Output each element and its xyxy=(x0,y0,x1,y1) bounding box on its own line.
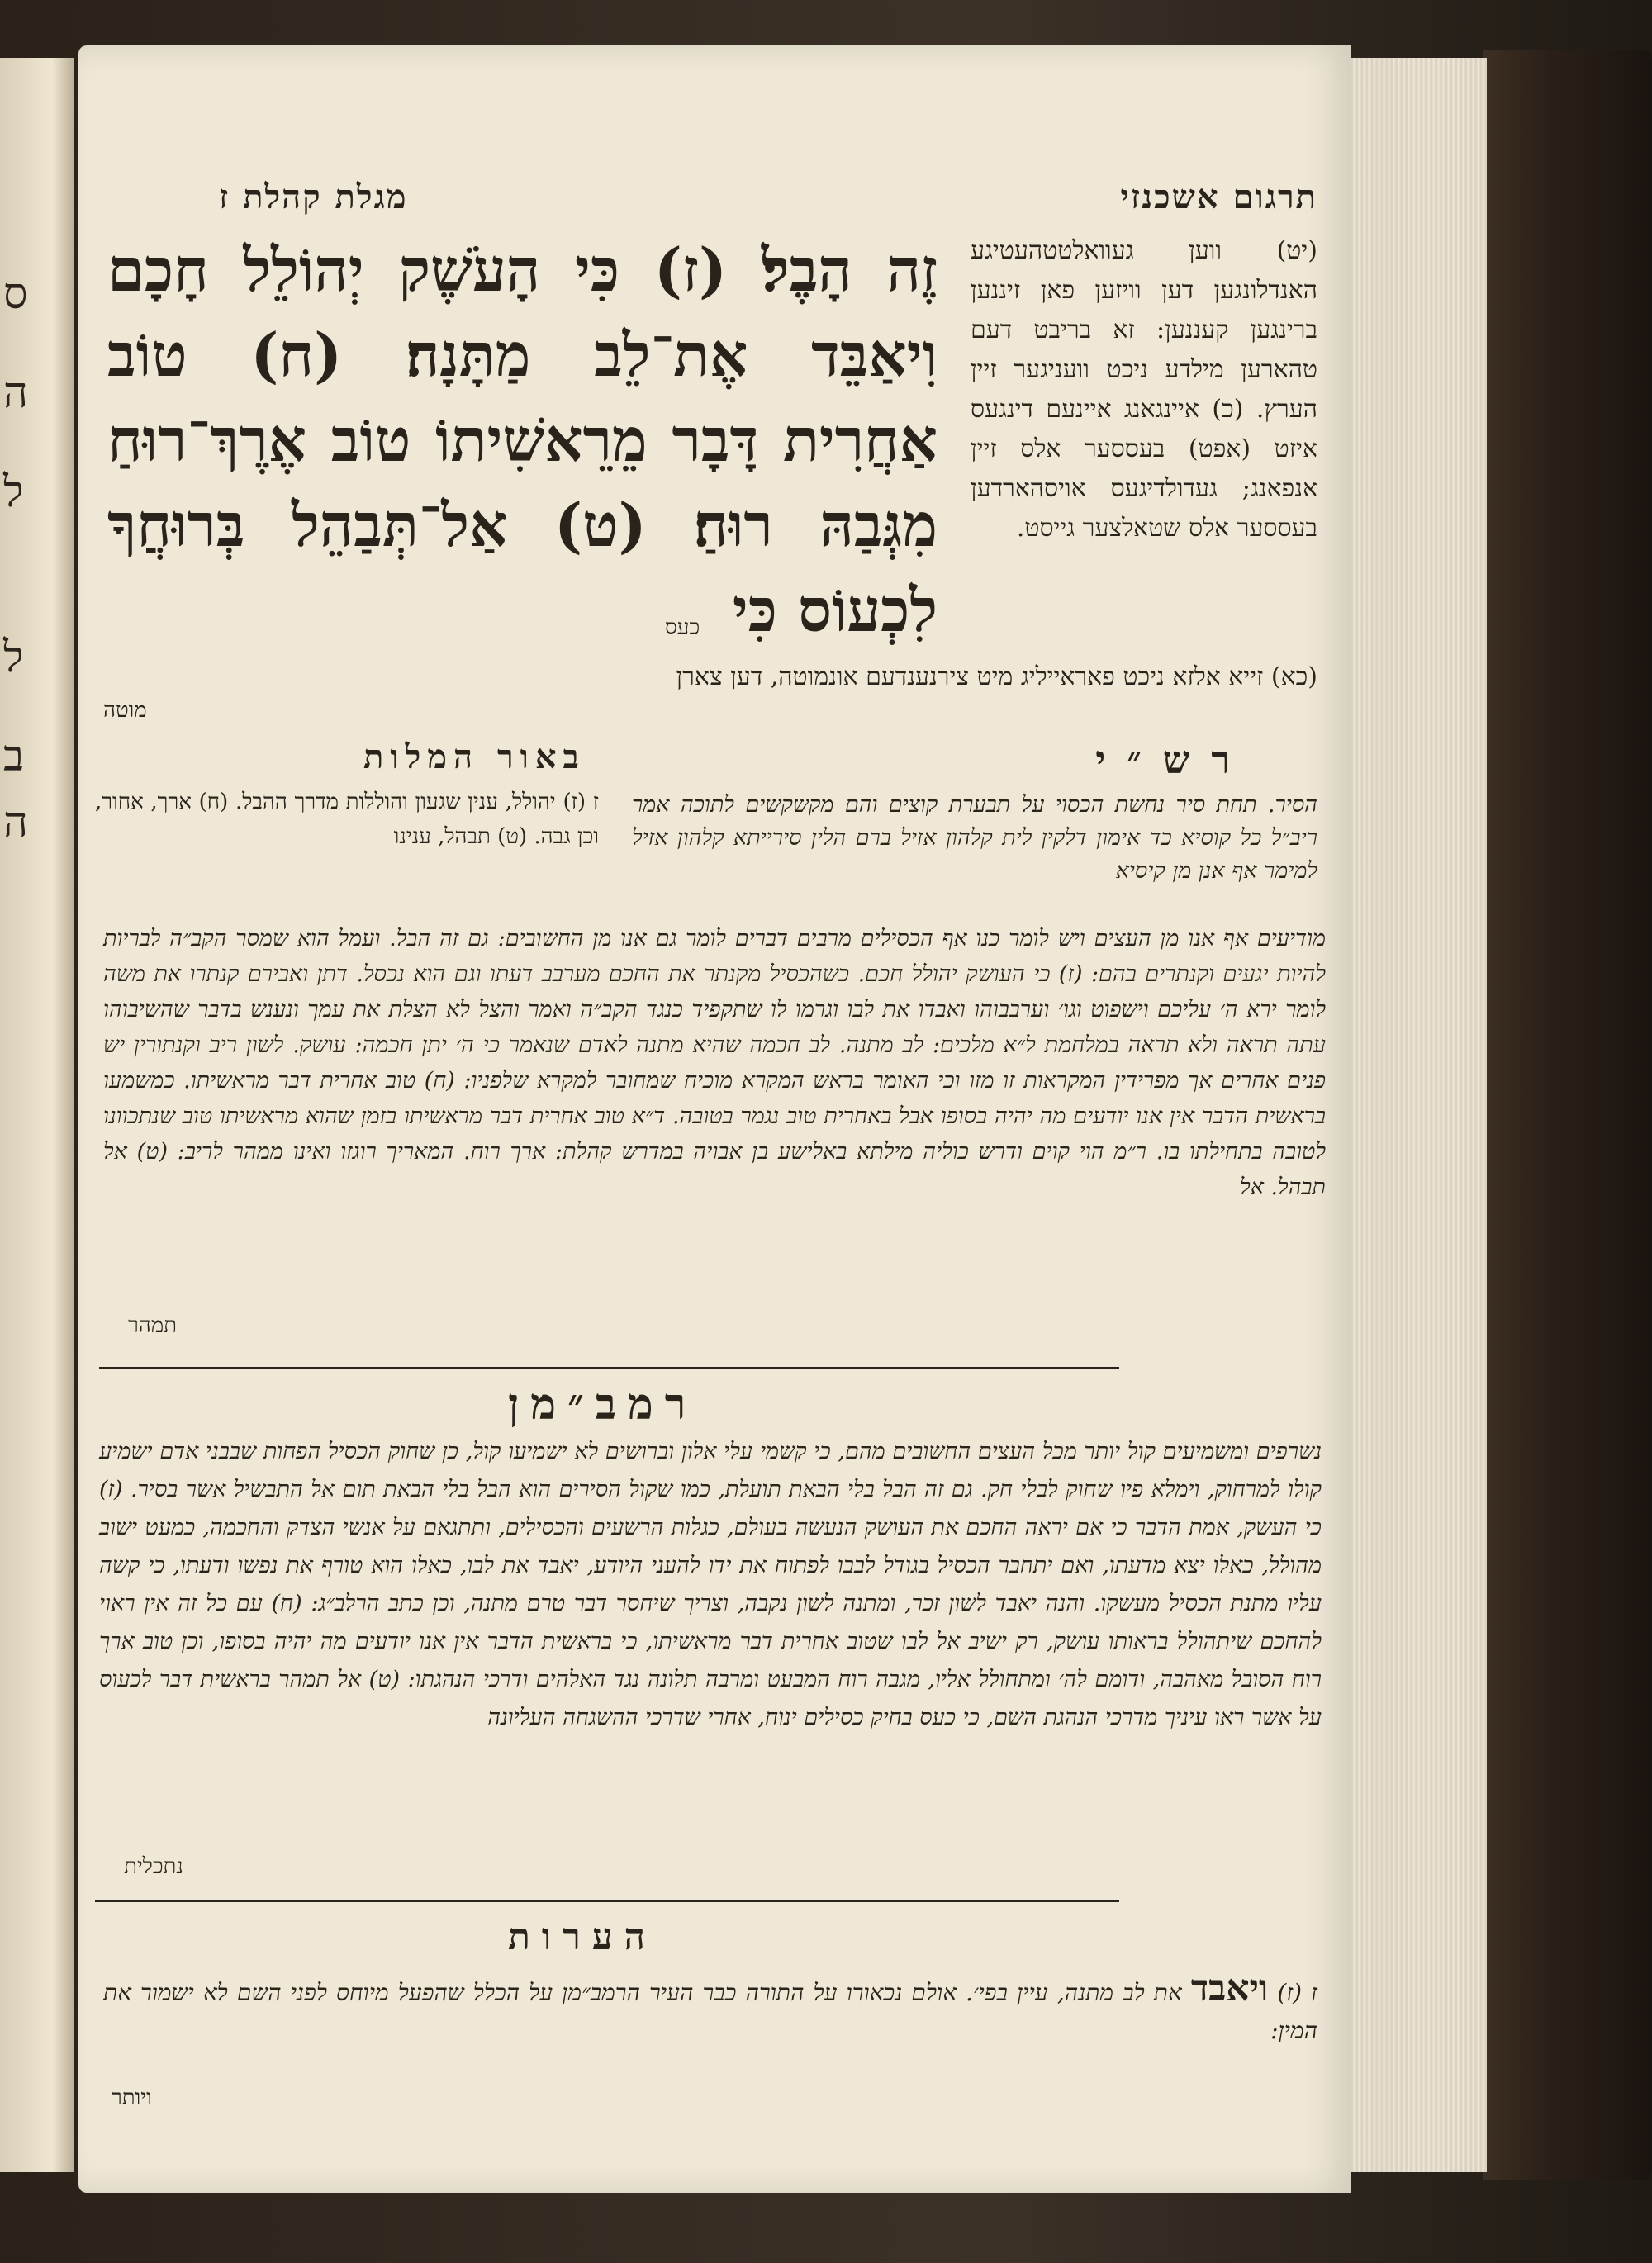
biur-heading: באור המלות xyxy=(363,738,586,776)
bible-catchword: כעס xyxy=(665,615,700,640)
running-head-right: תרגום אשכנזי xyxy=(1120,178,1317,216)
left-page-fragment: ל xyxy=(3,633,24,682)
notes-body: את לב מתנה, עיין בפי׳. אולם נכאורו על התורה כבר העיר הרמב״מן על הכלל שהפעל מיוחס לפני השם לא ישמור את המין: xyxy=(103,1979,1317,2044)
rashi-heading: רש״י xyxy=(1095,738,1251,782)
page-stack-edges xyxy=(1330,58,1487,2172)
left-page-fragment: ה xyxy=(3,798,28,847)
targum-catchword: מוטה xyxy=(103,698,147,723)
left-page-fragment: ס xyxy=(3,269,28,319)
biur-text: ז (ז) יהולל, ענין שגעון והוללות מדרך ההבל. (ח) ארך, אחור, וכן גבה. (ט) תבהל, ענינו xyxy=(95,790,599,849)
left-page-fragment: ל xyxy=(3,467,24,517)
rashi-text: מודיעים אף אנו מן העצים ויש לומר כנו אף הכסילים מרבים דברים לומר גם אנו מן החשובים: גם זה הבל. ועמל הוא שמסר הקב״ה לבריות להיות יגעים וקנתרים בהם: (ז) כי העושק יהולל חכם. כשהכסיל מקנתר את החכם מערבב דעתו וגם הוא נכסל. דתן ואבירם קנתרו את משה לומר ירא ה׳ עליכם וישפוט וגו׳ וערבבוהו ואבדו את לבו וגרמו לו שתקפיד כנגד הקב״ה ואמר והצל לא הצלת את עמך ונענש בדבר שהשיבוהו עתה תראה ולא תראה במלחמת ל״א מלכים: לב מתנה. לב חכמה שהיא מתנה לאדם שנאמר כי ה׳ יתן חכמה: עושק. לשון ריב וקנתורין יש פנים אחרים אך מפרידין המקראות זו מזו וכי האומר בראש המקרא מוכיח שמחובר למקרא שלפניו: (ח) טוב אחרית דבר מראשיתו. כמשמעו בראשית הדבר אין אנו יודעים מה יהיה בסופו אבל באחרית טוב נגמר בטובה. ד״א טוב אחרית דבר מראשיתו בזמן שהוא מראשיתו טוב שנתכוונו לטובה בתחילתו בו. ר״מ הוי קוים ודרש כוליה מילתא באלישע בן אבויה במדרש קהלת: ארך רוח. המאריך רוגזו ואינו ממהר לריב: (ט) אל תבהל. אל xyxy=(103,926,1326,1200)
left-page-edge xyxy=(0,58,74,2172)
section-divider xyxy=(95,1900,1119,1902)
notes-catchword: ויותר xyxy=(112,2085,152,2110)
notes-text xyxy=(103,1967,1317,2050)
left-page-fragment: ה xyxy=(3,368,28,418)
left-page-fragment: ב xyxy=(3,732,25,781)
ramban-text: נשרפים ומשמיעים קול יותר מכל העצים החשובים מהם, כי קשמי עלי אלון וברושים לא ישמיעו קול, כן שחוק הכסיל הפחות שבבני אדם ישמיע קולו למרחוק, וימלא פיו שחוק לבלי חק. גם זה הבל בלי הבאת תועלת, כמו שקול הסירים הוא הבל בלי הבאת תום אל התבשיל אשר בסיר. (ז) כי העשק, אמת הדבר כי אם יראה החכם את העושק הנעשה בעולם, כגלות הרשעים והכסילים, ותתגאם על אנשי הצדק והחכמה, כמעט ישוב מהולל, כאלו יצא מדעתו, ואם יתחבר הכסיל בגודל לבבו לפתוח את ידו להעני היודע, יאבד את לבו, כאלו הוא טורף את נפשו ודעתו, כי קשה עליו מתנת הכסיל מעשקו. והנה יאבד לשון זכר, ומתנה לשון נקבה, וצריך שיחסר דבר טרם מתנה, וכן כתב הרלב״ג: (ח) עם כל זה אין ראוי להחכם שיתהולל בראותו עושק, רק ישיב אל לבו שטוב אחרית דבר מראשיתו, כי בראשית הדבר אין אנו יודעים מה יהיה בסופו, וכן טוב ארך רוח הסובל מאהבה, ודומם לה׳ ומתחולל אליו, מגבה רוח המבעט ומרבה תלונה נגד האלהים ודרכי הנהגתו: (ט) אל תמהר בראשית דבר לכעוס על אשר ראו עיניך מדרכי הנהגת השם, כי כעס בחיק כסילים ינוח, אחרי שדרכי ההשגחה העליונה xyxy=(99,1439,1322,1730)
bible-text: זֶה הָבֶל׃ (ז) כִּי הָעֹשֶׁק יְהוֹלֵל חָכָם וִיאַבֵּד אֶת־לֵב מַתָּנָה׃ (ח) טוֹב אַחֲרִית דָּבָר מֵרֵאשִׁיתוֹ טוֹב אֶרֶךְ־רוּחַ מִגְּבַהּ רוּחַ׃ (ט) אַל־תְּבַהֵל בְּרוּחֲךָ לִכְעוֹס כִּי xyxy=(107,235,938,645)
targum-continuation: (כא) זייא אלזא ניכט פאראייליג מיט צירנענדעם אונמוטה, דען צארן xyxy=(676,662,1317,691)
section-divider xyxy=(99,1367,1119,1369)
notes-verse-ref: ז (ז) xyxy=(1277,1979,1317,2006)
ramban-catchword: נתכלית xyxy=(124,1854,183,1879)
book-page xyxy=(78,45,1351,2193)
book-cover-edge xyxy=(1483,50,1652,2180)
notes-lemma: ויאבד xyxy=(1190,1967,1269,2009)
ramban-heading: רמב״מן xyxy=(508,1379,698,1430)
notes-heading: הערות xyxy=(508,1916,657,1958)
rashi-text-upper: הסיר. תחת סיר נחשת הכסוי על תבערת קוצים והם מקשקשים לתוכה אמר ריב״ל כל קוסיא כד אימון דלקין לית קלהון אזיל ברם הלין סירייתא קלהון אזיל למימר אף אנן מן קיסיא xyxy=(632,792,1317,884)
targum-column: (יט) ווען געוואלטטהעטיגע האנדלונגען דען וויזען פאן זיננען ברינגען קעננען: זא בריבט דעם טהארען מילדע ניכט וועניגער זיין הערץ. (כ) איינגאנג איינעם דינגעס איזט (אפט) בעססער אלס זיין אנפאנג; געדולדיגעס אויסהארדען בעססער אלס שטאלצער גייסט. xyxy=(971,236,1317,543)
running-head-left: מגלת קהלת ז xyxy=(219,178,408,216)
rashi-catchword: תמהר xyxy=(128,1313,177,1338)
